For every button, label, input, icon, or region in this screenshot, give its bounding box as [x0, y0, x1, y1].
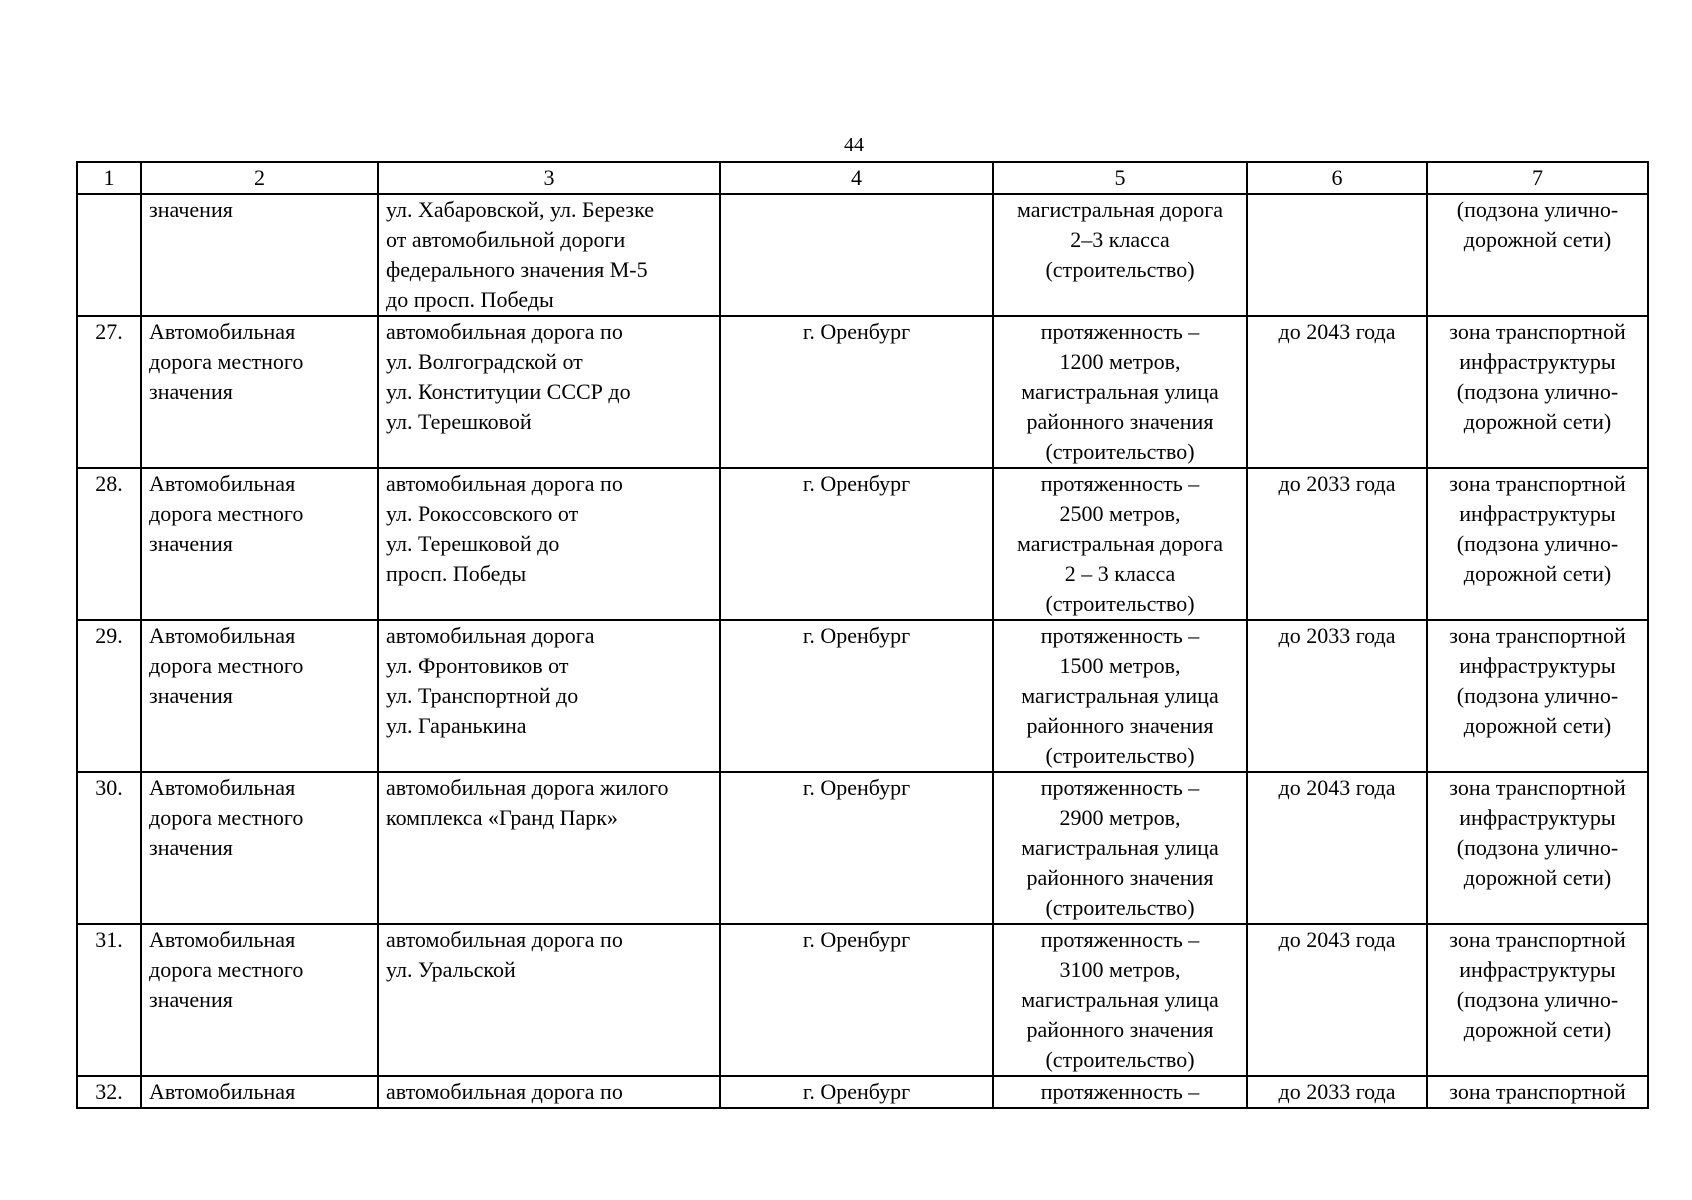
object-description-line: федерального значения М-5: [386, 257, 648, 282]
object-characteristics-line: протяженность –: [1040, 319, 1200, 344]
object-zone-line: зона транспортной: [1449, 775, 1626, 800]
object-zone-line: дорожной сети): [1463, 227, 1612, 252]
object-name-line: дорога местного: [149, 957, 304, 982]
object-location-cell: [720, 1076, 993, 1108]
object-location-line: г. Оренбург: [802, 623, 911, 648]
object-characteristics-line: протяженность –: [1040, 623, 1200, 648]
object-zone-line: зона транспортной: [1449, 319, 1626, 344]
object-name-cell: [141, 1076, 378, 1108]
object-zone-line: дорожной сети): [1463, 409, 1612, 434]
object-name-line: дорога местного: [149, 501, 304, 526]
row-number-cell: 30.: [77, 772, 141, 924]
object-deadline-line: до 2043 года: [1278, 927, 1396, 952]
row-number-cell: 29.: [77, 620, 141, 772]
object-name-line: значения: [149, 197, 233, 222]
object-name-line: значения: [149, 987, 233, 1012]
object-zone-line: (подзона улично-: [1456, 835, 1619, 860]
row-number-cell: 27.: [77, 316, 141, 468]
object-characteristics-line: магистральная улица: [1021, 987, 1219, 1012]
object-zone-cell: [1427, 316, 1648, 468]
object-characteristics-line: 1200 метров,: [1059, 349, 1181, 374]
row-number-cell: [77, 194, 141, 316]
object-characteristics-line: протяженность –: [1040, 775, 1200, 800]
table-body: [77, 194, 1648, 1108]
object-deadline-line: до 2043 года: [1278, 775, 1396, 800]
header-col-1: 1: [77, 162, 141, 194]
header-col-6: 6: [1247, 162, 1427, 194]
object-description-line: ул. Уральской: [386, 957, 516, 982]
object-description-line: автомобильная дорога жилого: [386, 775, 669, 800]
object-characteristics-line: районного значения: [1026, 713, 1214, 738]
object-name-cell: [141, 772, 378, 924]
object-description-cell: [378, 924, 720, 1076]
table-row: [77, 194, 1648, 316]
object-deadline-line: до 2033 года: [1278, 1079, 1396, 1104]
object-characteristics-cell: [993, 1076, 1247, 1108]
header-col-4: 4: [720, 162, 993, 194]
object-characteristics-line: протяженность –: [1040, 471, 1200, 496]
header-col-2: 2: [141, 162, 378, 194]
object-name-cell: [141, 468, 378, 620]
page-number: [0, 134, 1692, 156]
table-row: [77, 620, 1648, 772]
object-zone-line: зона транспортной: [1449, 623, 1626, 648]
object-deadline-cell: [1247, 194, 1427, 316]
object-characteristics-line: (строительство): [1045, 743, 1195, 768]
object-characteristics-line: районного значения: [1026, 1017, 1214, 1042]
object-zone-line: дорожной сети): [1463, 561, 1612, 586]
object-characteristics-line: (строительство): [1045, 439, 1195, 464]
object-name-line: Автомобильная: [149, 775, 296, 800]
object-name-line: Автомобильная: [149, 471, 296, 496]
object-description-line: ул. Гаранькина: [386, 713, 527, 738]
object-zone-cell: [1427, 194, 1648, 316]
object-deadline-cell: [1247, 1076, 1427, 1108]
object-deadline-line: до 2043 года: [1278, 319, 1396, 344]
object-zone-line: (подзона улично-: [1456, 683, 1619, 708]
object-name-line: дорога местного: [149, 653, 304, 678]
object-name-cell: [141, 316, 378, 468]
row-number-cell: 28.: [77, 468, 141, 620]
object-characteristics-cell: [993, 924, 1247, 1076]
object-characteristics-line: протяженность –: [1040, 1079, 1200, 1104]
object-characteristics-cell: [993, 772, 1247, 924]
header-col-3: 3: [378, 162, 720, 194]
object-name-line: дорога местного: [149, 349, 304, 374]
object-characteristics-line: 2500 метров,: [1059, 501, 1181, 526]
object-location-cell: [720, 772, 993, 924]
table-row: [77, 772, 1648, 924]
table-row: [77, 316, 1648, 468]
object-description-line: ул. Транспортной до: [386, 683, 579, 708]
table-row: [77, 468, 1648, 620]
object-characteristics-line: (строительство): [1045, 591, 1195, 616]
object-characteristics-line: магистральная улица: [1021, 835, 1219, 860]
object-name-line: дорога местного: [149, 805, 304, 830]
object-deadline-cell: [1247, 620, 1427, 772]
object-description-line: автомобильная дорога по: [386, 1079, 623, 1104]
header-row: [77, 162, 1648, 194]
object-zone-line: дорожной сети): [1463, 865, 1612, 890]
object-deadline-cell: [1247, 772, 1427, 924]
object-location-cell: [720, 468, 993, 620]
object-name-line: значения: [149, 531, 233, 556]
object-description-line: ул. Рокоссовского от: [386, 501, 579, 526]
object-characteristics-line: магистральная улица: [1021, 683, 1219, 708]
object-zone-line: (подзона улично-: [1456, 531, 1619, 556]
object-description-line: автомобильная дорога по: [386, 927, 623, 952]
infrastructure-table: [76, 161, 1649, 1109]
object-name-line: Автомобильная: [149, 1079, 296, 1104]
object-characteristics-line: магистральная улица: [1021, 379, 1219, 404]
table-header: [77, 162, 1648, 194]
object-description-cell: [378, 194, 720, 316]
object-characteristics-cell: [993, 316, 1247, 468]
object-characteristics-line: 2 – 3 класса: [1064, 561, 1176, 586]
object-characteristics-line: магистральная дорога: [1016, 531, 1224, 556]
object-description-cell: [378, 468, 720, 620]
object-zone-line: (подзона улично-: [1456, 379, 1619, 404]
object-zone-line: дорожной сети): [1463, 713, 1612, 738]
object-zone-cell: [1427, 772, 1648, 924]
object-location-cell: [720, 316, 993, 468]
object-characteristics-line: (строительство): [1045, 257, 1195, 282]
object-characteristics-line: 3100 метров,: [1059, 957, 1181, 982]
header-col-7: 7: [1427, 162, 1648, 194]
object-zone-cell: [1427, 620, 1648, 772]
object-description-line: комплекса «Гранд Парк»: [386, 805, 618, 830]
object-description-line: ул. Терешковой до: [386, 531, 560, 556]
object-description-line: автомобильная дорога по: [386, 319, 623, 344]
object-description-line: ул. Хабаровской, ул. Березке: [386, 197, 655, 222]
object-description-line: ул. Терешковой: [386, 409, 532, 434]
object-description-line: до просп. Победы: [386, 287, 554, 312]
row-number-cell: 32.: [77, 1076, 141, 1108]
object-location-line: г. Оренбург: [802, 471, 911, 496]
object-characteristics-line: (строительство): [1045, 1047, 1195, 1072]
object-zone-line: (подзона улично-: [1456, 987, 1619, 1012]
object-characteristics-line: 1500 метров,: [1059, 653, 1181, 678]
object-description-line: ул. Волгоградской от: [386, 349, 583, 374]
object-zone-cell: [1427, 468, 1648, 620]
object-deadline-line: до 2033 года: [1278, 471, 1396, 496]
object-zone-line: зона транспортной: [1449, 1079, 1626, 1104]
object-description-line: автомобильная дорога по: [386, 471, 623, 496]
object-zone-line: инфраструктуры: [1459, 653, 1616, 678]
object-description-cell: [378, 316, 720, 468]
object-description-cell: [378, 772, 720, 924]
object-deadline-cell: [1247, 924, 1427, 1076]
page-number-text: 44: [844, 134, 864, 156]
object-name-line: значения: [149, 683, 233, 708]
object-characteristics-line: магистральная дорога: [1016, 197, 1224, 222]
object-location-cell: [720, 620, 993, 772]
object-zone-line: инфраструктуры: [1459, 957, 1616, 982]
object-zone-line: (подзона улично-: [1456, 197, 1619, 222]
object-location-line: г. Оренбург: [802, 927, 911, 952]
object-description-line: автомобильная дорога: [386, 623, 595, 648]
object-deadline-cell: [1247, 316, 1427, 468]
object-characteristics-cell: [993, 468, 1247, 620]
object-characteristics-line: районного значения: [1026, 865, 1214, 890]
object-deadline-line: до 2033 года: [1278, 623, 1396, 648]
header-col-5: 5: [993, 162, 1247, 194]
object-location-line: г. Оренбург: [802, 775, 911, 800]
object-name-cell: [141, 194, 378, 316]
object-description-line: от автомобильной дороги: [386, 227, 626, 252]
object-location-cell: [720, 924, 993, 1076]
object-location-line: г. Оренбург: [802, 1079, 911, 1104]
object-zone-cell: [1427, 924, 1648, 1076]
object-name-line: Автомобильная: [149, 319, 296, 344]
object-name-cell: [141, 924, 378, 1076]
object-characteristics-cell: [993, 194, 1247, 316]
object-description-cell: [378, 620, 720, 772]
object-characteristics-line: 2900 метров,: [1059, 805, 1181, 830]
object-name-cell: [141, 620, 378, 772]
object-name-line: Автомобильная: [149, 623, 296, 648]
object-zone-line: зона транспортной: [1449, 471, 1626, 496]
object-name-line: значения: [149, 379, 233, 404]
table-row: [77, 924, 1648, 1076]
object-zone-line: инфраструктуры: [1459, 349, 1616, 374]
object-description-line: ул. Конституции СССР до: [386, 379, 631, 404]
object-name-line: значения: [149, 835, 233, 860]
object-zone-line: инфраструктуры: [1459, 805, 1616, 830]
object-description-cell: [378, 1076, 720, 1108]
object-description-line: просп. Победы: [386, 561, 527, 586]
object-name-line: Автомобильная: [149, 927, 296, 952]
object-characteristics-line: (строительство): [1045, 895, 1195, 920]
table-row: [77, 1076, 1648, 1108]
object-location-cell: [720, 194, 993, 316]
object-zone-line: дорожной сети): [1463, 1017, 1612, 1042]
object-characteristics-line: районного значения: [1026, 409, 1214, 434]
object-characteristics-line: протяженность –: [1040, 927, 1200, 952]
object-zone-cell: [1427, 1076, 1648, 1108]
object-description-line: ул. Фронтовиков от: [386, 653, 569, 678]
object-deadline-cell: [1247, 468, 1427, 620]
object-characteristics-cell: [993, 620, 1247, 772]
object-zone-line: зона транспортной: [1449, 927, 1626, 952]
object-characteristics-line: 2–3 класса: [1070, 227, 1170, 252]
object-zone-line: инфраструктуры: [1459, 501, 1616, 526]
object-location-line: г. Оренбург: [802, 319, 911, 344]
row-number-cell: 31.: [77, 924, 141, 1076]
